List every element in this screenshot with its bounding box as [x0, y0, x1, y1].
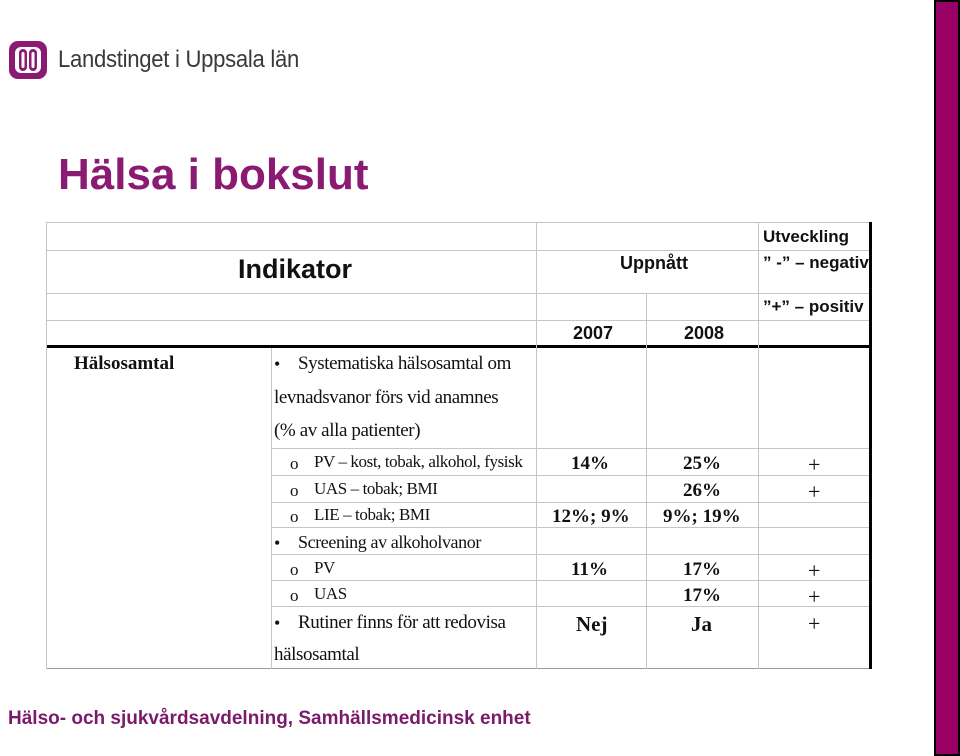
row-label: PV – kost, tobak, alkohol, fysisk — [314, 452, 523, 471]
item3-value-2008: Ja — [691, 612, 712, 636]
row-value-2007: 11% — [571, 559, 608, 580]
sub-bullet: o — [290, 507, 299, 526]
header-indikator: Indikator — [238, 254, 353, 284]
year-2008: 2008 — [684, 323, 725, 343]
trend-sign: + — [808, 584, 821, 609]
trend-sign: + — [808, 558, 821, 583]
accent-sidebar — [936, 2, 958, 754]
logo — [8, 40, 320, 80]
row-value-2008: 17% — [683, 585, 721, 606]
item3-trend: + — [808, 611, 821, 636]
row-value-2008: 26% — [683, 480, 721, 501]
sub-bullet: o — [290, 481, 299, 500]
sub-bullet: o — [290, 586, 299, 605]
indicator-table — [46, 222, 872, 669]
sub-bullet: o — [290, 560, 299, 579]
trend-sign: + — [808, 452, 821, 477]
header-uppnatt: Uppnått — [620, 253, 688, 273]
trend-sign: + — [808, 479, 821, 504]
row-value-2008: 17% — [683, 559, 721, 580]
item3-line1: Rutiner finns för att redovisa — [298, 612, 506, 633]
item1-line1: Systematiska hälsosamtal om — [298, 353, 511, 374]
brand-name: Landstinget i Uppsala län — [58, 46, 300, 73]
bullet-3: • — [274, 613, 281, 633]
sub-bullet: o — [290, 454, 299, 473]
row-value-2008: 9%; 19% — [663, 506, 741, 527]
bullet-1: • — [274, 354, 281, 374]
header-positiv: ”+” – positiv — [763, 297, 864, 316]
row-label: UAS – tobak; BMI — [314, 479, 438, 498]
row-label: UAS — [314, 584, 347, 603]
footer-text: Hälso- och sjukvårdsavdelning, Samhällsmedicinsk enhet — [8, 708, 531, 729]
row-label: LIE – tobak; BMI — [314, 505, 430, 524]
item1-line3: (% av alla patienter) — [274, 420, 421, 441]
row-value-2008: 25% — [683, 453, 721, 474]
row-label: PV — [314, 558, 335, 577]
year-2007: 2007 — [573, 323, 614, 343]
page-title: Hälsa i bokslut — [58, 150, 369, 199]
section-halsosamtal: Hälsosamtal — [74, 353, 175, 374]
header-negativ: ” -” – negativ — [763, 253, 869, 272]
bullet-2: • — [274, 533, 281, 553]
item3-value-2007: Nej — [576, 612, 608, 636]
item3-line2: hälsosamtal — [274, 644, 360, 665]
item2-label: Screening av alkoholvanor — [298, 532, 481, 552]
county-logo-icon — [8, 40, 48, 80]
item1-line2: levnadsvanor förs vid anamnes — [274, 387, 499, 408]
row-value-2007: 12%; 9% — [552, 506, 630, 527]
header-utveckling: Utveckling — [763, 227, 849, 246]
row-value-2007: 14% — [571, 453, 609, 474]
